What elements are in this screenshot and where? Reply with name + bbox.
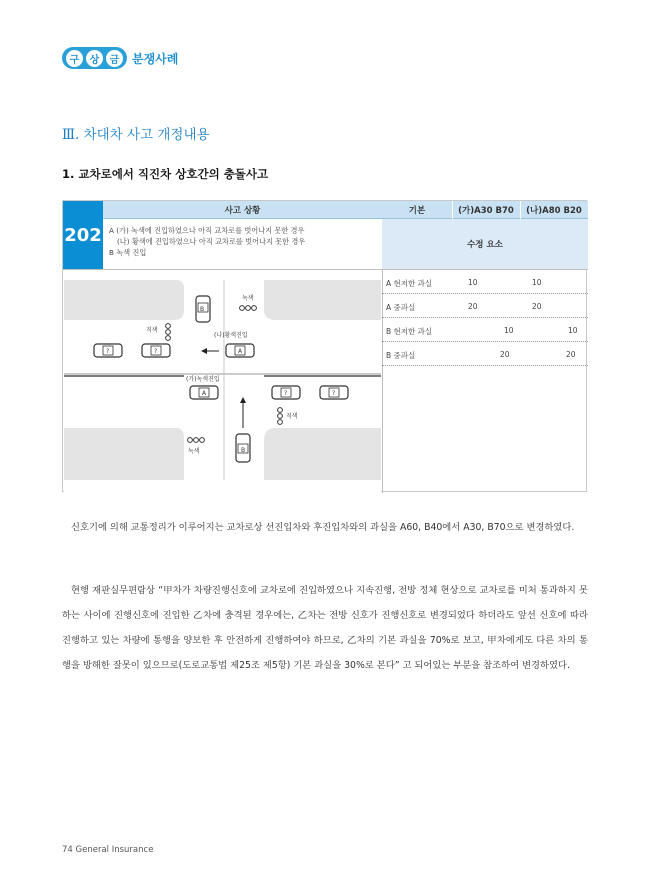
factor-value: 20 — [468, 302, 478, 311]
divider — [452, 201, 453, 219]
case-table — [62, 200, 587, 492]
header-badge — [62, 47, 178, 69]
badge-char: 금 — [106, 50, 123, 67]
car-label: B — [241, 447, 246, 454]
factor-row — [382, 270, 588, 294]
badge-pill — [62, 47, 127, 69]
badge-char: 구 — [66, 50, 83, 67]
case-description — [109, 225, 305, 258]
factor-label: A 중과실 — [386, 303, 416, 312]
car-label: A — [202, 390, 207, 397]
block-bottom-left — [64, 428, 184, 480]
desc-line: A (가) 녹색에 진입하였으나 아직 교차로를 벗어나지 못한 경우 — [109, 226, 305, 235]
factor-label: B 중과실 — [386, 351, 416, 360]
desc-line: (나) 황색에 진입하였으나 아직 교차로를 벗어나지 못한 경우 — [117, 237, 306, 246]
label-straight-left: 직색 — [146, 327, 158, 334]
label-yellow-entry: (나)황색진입 — [214, 332, 248, 339]
case-number: 202 — [63, 201, 103, 269]
factor-label: A 현저한 과실 — [386, 279, 433, 288]
factor-label: B 현저한 과실 — [386, 327, 433, 336]
badge-label: 분쟁사례 — [132, 51, 179, 66]
label-green-bottom: 녹색 — [188, 448, 200, 455]
block-top-right — [264, 280, 381, 320]
block-top-left — [64, 280, 184, 320]
factor-row — [382, 294, 588, 318]
factor-value: 20 — [500, 350, 510, 359]
car-label: ? — [284, 390, 288, 397]
label-straight-right: 직색 — [286, 413, 298, 420]
modifier-title: 수정 요소 — [382, 219, 588, 269]
car-label: B — [200, 306, 205, 313]
traffic-light-right — [278, 408, 283, 425]
label-green-entry: (가)녹색진입 — [186, 376, 220, 383]
block-bottom-right — [264, 428, 381, 480]
traffic-light-top — [240, 306, 257, 311]
factor-value: 10 — [532, 278, 542, 287]
header-case-ga: (가)A30 B70 — [452, 201, 520, 219]
label-green-top: 녹색 — [242, 295, 254, 302]
paragraph: 신호기에 의해 교통정리가 이루어지는 교차로상 선진입차와 후진입차와의 과실을 A60, B40에서 A30, B70으로 변경하였다. — [71, 522, 575, 533]
car-label: ? — [154, 348, 158, 355]
paragraph: 현행 재판실무편람상 “甲차가 차량진행신호에 교차로에 진입하였으나 지속진행, 전방 정체 현상으로 교차로를 미처 통과하지 못하는 사이에 진행신호에 진입한 乙차에 충격된 경우에는, 乙차는 전방 신호가 진행신호로 변경되었다 하더라도 앞선 신호에 따라 진행하고 있는 차량에 통행을 양보한 후 안전하게 진행하여야 하므로, 乙차의 기본 과실을 70%로 보고, 甲차에게도 다른 차의 통행을 방해한 잘못이 있으므로(도로교통법 제25조 제5항) 기본 과실을 30%로 본다” 고 되어있는 부분을 참조하여 변경하였다. — [62, 585, 588, 671]
traffic-light-bottom — [188, 438, 205, 443]
traffic-light-left — [166, 324, 171, 341]
sub-title: 1. 교차로에서 직진차 상호간의 충돌사고 — [62, 167, 269, 181]
factor-row — [382, 342, 588, 366]
factor-value: 20 — [566, 350, 576, 359]
page-footer: 74 General Insurance — [62, 845, 154, 855]
factor-row — [382, 318, 588, 342]
car-label: ? — [106, 348, 110, 355]
section-title: Ⅲ. 차대차 사고 개정내용 — [62, 127, 210, 143]
header-situation: 사고 상황 — [103, 201, 382, 219]
intersection-diagram — [64, 270, 381, 492]
factor-value: 20 — [532, 302, 542, 311]
desc-line: B 녹색 진입 — [109, 248, 147, 257]
header-base: 기본 — [382, 201, 452, 219]
factor-value: 10 — [468, 278, 478, 287]
badge-char: 상 — [86, 50, 103, 67]
factor-value: 10 — [568, 326, 578, 335]
car-label: A — [238, 348, 243, 355]
car-label: ? — [332, 390, 336, 397]
factor-value: 10 — [504, 326, 514, 335]
divider — [520, 201, 521, 219]
header-case-na: (나)A80 B20 — [520, 201, 588, 219]
